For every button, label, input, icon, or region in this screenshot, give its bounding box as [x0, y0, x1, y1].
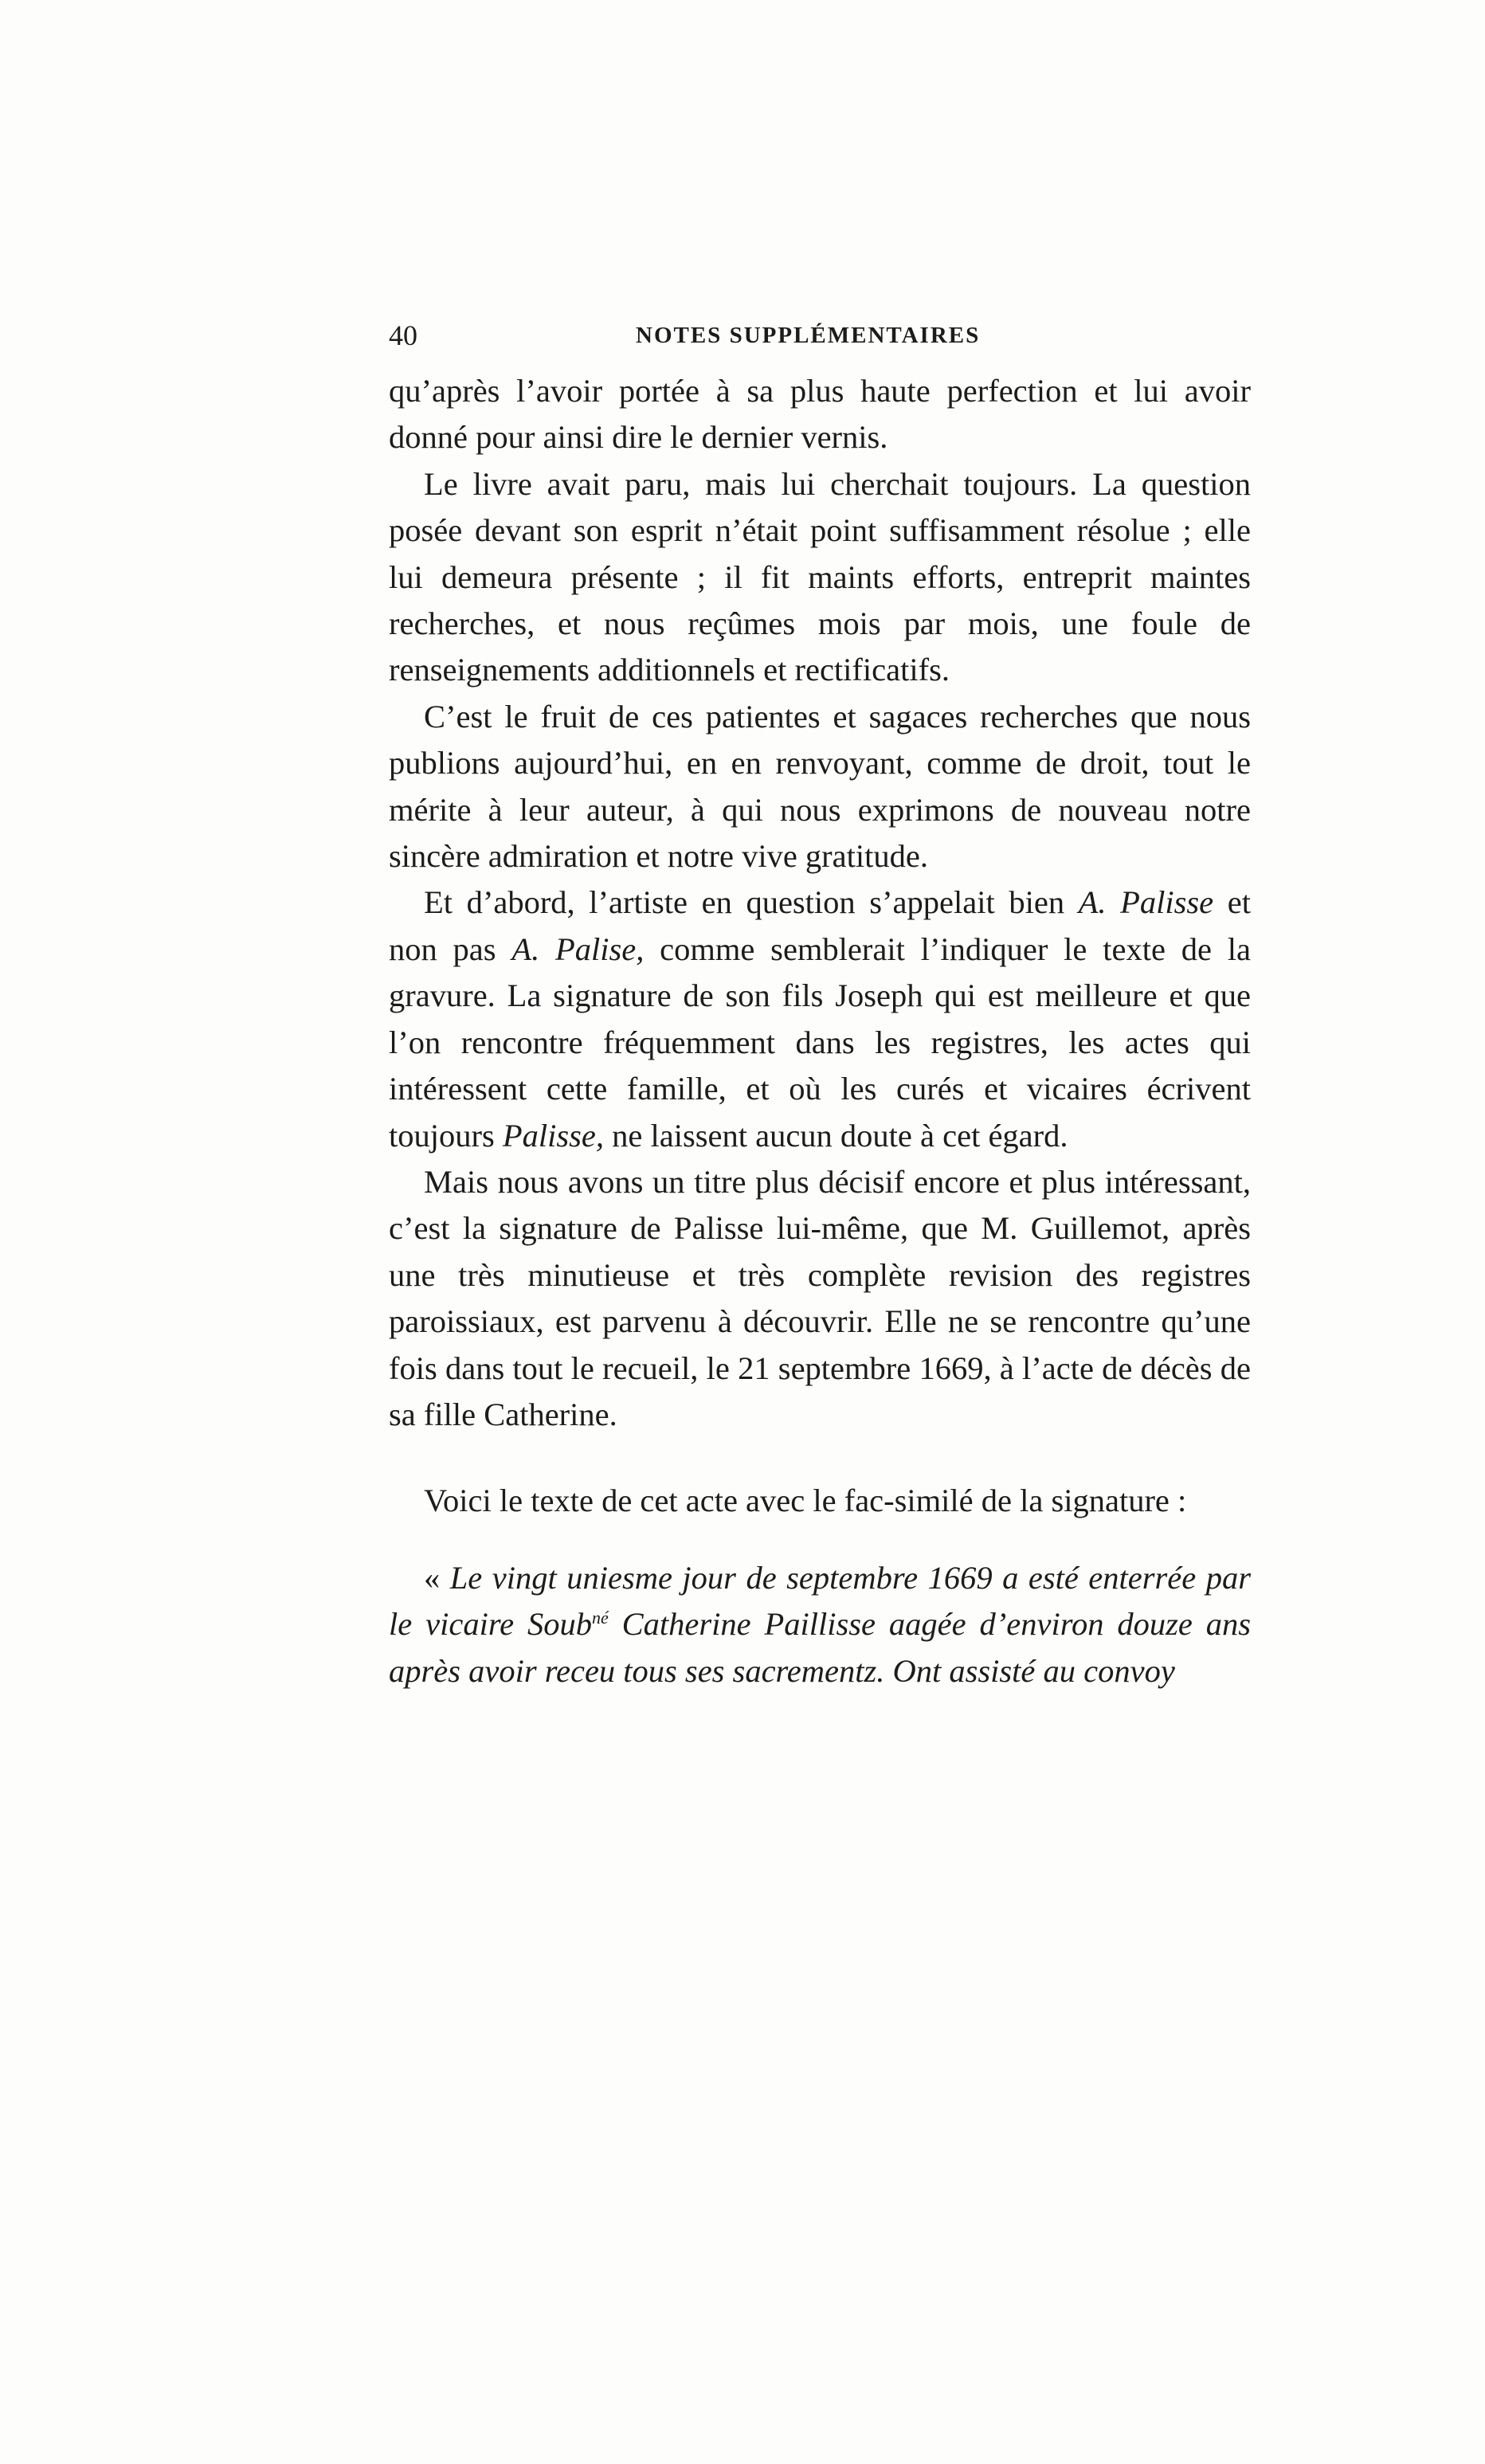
- quoted-act: [389, 1555, 1251, 1694]
- text-run: ne laissent aucun doute à cet égard.: [604, 1117, 1068, 1154]
- body-text: [389, 368, 1251, 1694]
- text-run: comme semblerait l’indiquer le texte de la gravure. La signature de son fils Joseph qui est meilleure et que l’on rencontre fréquemment dans les registres, les actes qui intéressent cette famille, et où les curés et vicaires écrivent toujours: [389, 930, 1251, 1154]
- quote-text: Le vingt uniesme jour de septembre 1669 a esté enterrée par le vicaire Soub: [389, 1559, 1251, 1643]
- quote-mark: «: [424, 1559, 450, 1596]
- paragraph-recherches: C’est le fruit de ces patientes et sagaces recherches que nous publions aujourd’hui, en en renvoyant, comme de droit, tout le mérite à leur auteur, à qui nous exprimons de nouveau notre sincère admiration et notre vive gratitude.: [389, 698, 1251, 875]
- paragraph-palisse-name: [389, 879, 1251, 1158]
- italic-name: A. Palise,: [511, 930, 645, 967]
- superscript-abbrev: né: [591, 1608, 609, 1628]
- paragraph-signature: Mais nous avons un titre plus décisif encore et plus intéressant, c’est la signature de Palisse lui-même, que M. Guillemot, après une très minutieuse et très complète revision des registres paroissiaux, est parvenu à découvrir. Elle ne se rencontre qu’une fois dans tout le recueil, le 21 septembre 1669, à l’acte de décès de sa fille Catherine.: [389, 1163, 1251, 1432]
- text-run: Et d’abord, l’artiste en question s’appelait bien: [424, 884, 1079, 921]
- quote-text: Catherine Paillisse aagée d’environ douze ans après avoir receu tous ses sacrementz. Ont assisté au convoy: [389, 1606, 1251, 1689]
- text-run: et non pas: [389, 884, 1251, 967]
- italic-name: A. Palisse: [1078, 884, 1214, 921]
- running-title: NOTES SUPPLÉMENTAIRES: [636, 323, 981, 348]
- paragraph-voici: Voici le texte de cet acte avec le fac-similé de la signature :: [424, 1483, 1187, 1519]
- page-number: 40: [389, 319, 417, 351]
- italic-name: Palisse,: [502, 1117, 605, 1154]
- page-header: [389, 315, 1251, 355]
- paragraph-livre: Le livre avait paru, mais lui cherchait toujours. La question posée devant son esprit n’était point suffisamment résolue ; elle lui demeura présente ; il fit maints efforts, entreprit maintes recherches, et nous reçûmes mois par mois, une foule de renseignements additionnels et rectificatifs.: [389, 465, 1251, 688]
- paragraph-continuation: qu’après l’avoir portée à sa plus haute perfection et lui avoir donné pour ainsi dire le dernier vernis.: [389, 373, 1251, 456]
